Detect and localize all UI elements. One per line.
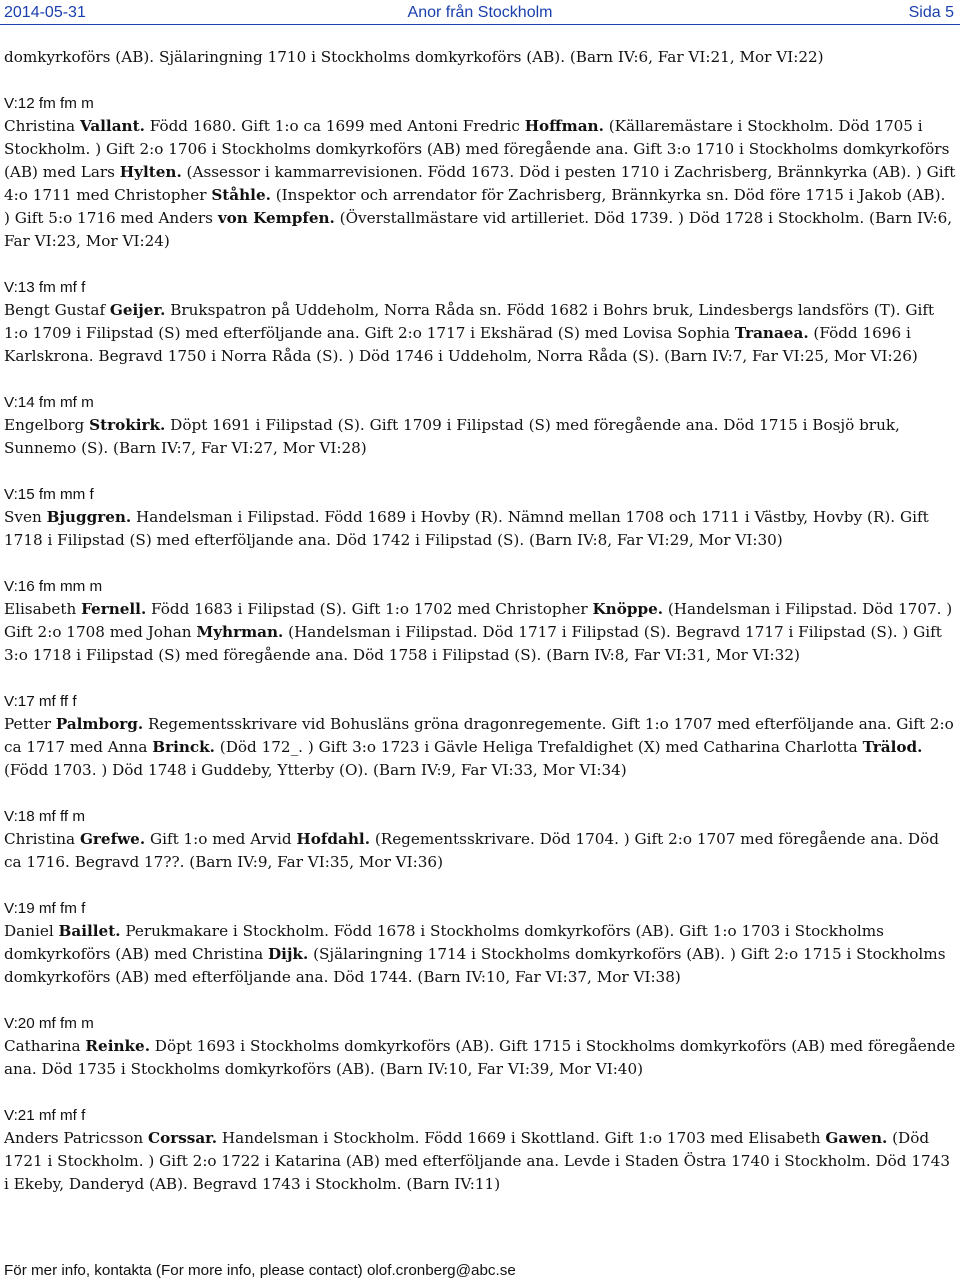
page-footer: För mer info, kontakta (For more info, please contact) olof.cronberg@abc.se xyxy=(4,1262,516,1279)
entry-id: V:19 mf fm f xyxy=(4,900,86,917)
surname: Brinck. xyxy=(152,738,215,756)
surname: Hylten. xyxy=(119,163,182,181)
header-date: 2014-05-31 xyxy=(4,4,86,21)
entry-text-segment: Christina xyxy=(4,830,80,848)
entry-text-segment: Bengt Gustaf xyxy=(4,301,110,319)
entry-text-segment: (Källaremästare i Stockholm. Död 1705 i Stockholm. ) Gift 2:o 1706 i Stockholms domkyrkoförs (AB) med föregående ana. Gift 3:o 1710 i Stockholms domkyrkoförs (AB) med Lars xyxy=(4,117,950,181)
entry-text-segment: (Handelsman i Filipstad. Död 1707. ) Gift 2:o 1708 med Johan xyxy=(4,600,953,641)
entry-text xyxy=(4,920,956,989)
surname: Gawen. xyxy=(825,1129,888,1147)
header-page-number: Sida 5 xyxy=(908,4,954,21)
entry-text-segment: Engelborg xyxy=(4,416,90,434)
surname: Vallant. xyxy=(79,117,145,135)
entry-id: V:12 fm fm m xyxy=(4,95,94,112)
surname: Grefwe. xyxy=(79,830,146,848)
surname: Bjuggren. xyxy=(46,508,132,526)
surname: Hoffman. xyxy=(524,117,604,135)
surname: Ståhle. xyxy=(211,186,271,204)
entry-text xyxy=(4,713,956,782)
entry-id: V:17 mf ff f xyxy=(4,693,77,710)
surname: Corssar. xyxy=(148,1129,218,1147)
surname: Hofdahl. xyxy=(296,830,370,848)
entry-text-segment: Sven xyxy=(4,508,47,526)
entry-id: V:18 mf ff m xyxy=(4,808,86,825)
entry-text-segment: Petter xyxy=(4,715,56,733)
surname: von Kempfen. xyxy=(217,209,335,227)
entry-text-segment: Brukspatron på Uddeholm, Norra Råda sn. Född 1682 i Bohrs bruk, Lindesbergs landsförs (T). Gift 1:o 1709 i Filipstad (S) med efterföljande ana. Gift 2:o 1717 i Ekshärad (S) med Lovisa Sophia xyxy=(4,301,935,342)
entry-text-segment: Christina xyxy=(4,117,80,135)
surname: Myhrman. xyxy=(196,623,284,641)
entry-text-segment: (Regementsskrivare. Död 1704. ) Gift 2:o 1707 med föregående ana. Död ca 1716. Begravd 17??. (Barn IV:9, Far VI:35, Mor VI:36) xyxy=(4,830,939,871)
entry-text-segment: (Död 1721 i Stockholm. ) Gift 2:o 1722 i Katarina (AB) med efterföljande ana. Levde i Staden Östra 1740 i Stockholm. Död 1743 i Ekeby, Danderyd (AB). Begravd 1743 i Stockholm. (Barn IV:11) xyxy=(4,1129,951,1193)
surname: Trälod. xyxy=(862,738,923,756)
entry-text-segment: (Assessor i kammarrevisionen. Född 1673. Död i pesten 1710 i Zachrisberg, Brännkyrka (AB). ) Gift 4:o 1711 med Christopher xyxy=(4,163,956,204)
surname: Baillet. xyxy=(58,922,121,940)
entry-text xyxy=(4,115,956,253)
header-title: Anor från Stockholm xyxy=(407,4,553,21)
entry-text-segment: Perukmakare i Stockholm. Född 1678 i Stockholms domkyrkoförs (AB). Gift 1:o 1703 i Stockholms domkyrkoförs (AB) med Christina xyxy=(4,922,884,963)
entry-text-segment: Catharina xyxy=(4,1037,86,1055)
document-body xyxy=(4,46,956,1196)
entry-text xyxy=(4,414,956,460)
entry-text xyxy=(4,598,956,667)
entry-id: V:13 fm mf f xyxy=(4,279,86,296)
entry-id: V:21 mf mf f xyxy=(4,1107,86,1124)
entry-text xyxy=(4,1035,956,1081)
page-header xyxy=(0,0,960,22)
entry-text-segment: (Död 172_. ) Gift 3:o 1723 i Gävle Heliga Trefaldighet (X) med Catharina Charlotta xyxy=(214,738,863,756)
entry-text xyxy=(4,1127,956,1196)
entry-text-segment: (Handelsman i Filipstad. Död 1717 i Filipstad (S). Begravd 1717 i Filipstad (S). ) Gift 3:o 1718 i Filipstad (S) med föregående ana. Död 1758 i Filipstad (S). (Barn IV:8, Far VI:31, Mor VI:32) xyxy=(4,623,942,664)
surname: Reinke. xyxy=(85,1037,150,1055)
entry-text-segment: (Inspektor och arrendator för Zachrisberg, Brännkyrka sn. Död före 1715 i Jakob (AB). ) Gift 5:o 1716 med Anders xyxy=(4,186,946,227)
entry-text-segment: (Född 1703. ) Död 1748 i Guddeby, Ytterby (O). (Barn IV:9, Far VI:33, Mor VI:34) xyxy=(4,761,627,779)
entry-text-segment: Döpt 1693 i Stockholms domkyrkoförs (AB). Gift 1715 i Stockholms domkyrkoförs (AB) med föregående ana. Död 1735 i Stockholms domkyrkoförs (AB). (Barn IV:10, Far VI:39, Mor VI:40) xyxy=(4,1037,956,1078)
entry-text-segment: Född 1680. Gift 1:o ca 1699 med Antoni Fredric xyxy=(144,117,525,135)
surname: Tranaea. xyxy=(734,324,809,342)
intro-paragraph: domkyrkoförs (AB). Själaringning 1710 i Stockholms domkyrkoförs (AB). (Barn IV:6, Far VI:21, Mor VI:22) xyxy=(4,48,824,66)
entry-list xyxy=(4,92,956,1196)
surname: Dijk. xyxy=(268,945,309,963)
surname: Strokirk. xyxy=(89,416,166,434)
entry-text xyxy=(4,299,956,368)
entry-text xyxy=(4,828,956,874)
entry-text xyxy=(4,506,956,552)
surname: Fernell. xyxy=(81,600,147,618)
surname: Knöppe. xyxy=(592,600,664,618)
entry-id: V:15 fm mm f xyxy=(4,486,94,503)
entry-id: V:14 fm mf m xyxy=(4,394,94,411)
entry-text-segment: Gift 1:o med Arvid xyxy=(145,830,297,848)
surname: Palmborg. xyxy=(55,715,144,733)
entry-text-segment: (Överstallmästare vid artilleriet. Död 1739. ) Död 1728 i Stockholm. (Barn IV:6, Far VI:23, Mor VI:24) xyxy=(4,209,953,250)
entry-text-segment: Handelsman i Filipstad. Född 1689 i Hovby (R). Nämnd mellan 1708 och 1711 i Västby, Hovby (R). Gift 1718 i Filipstad (S) med efterföljande ana. Död 1742 i Filipstad (S). (Barn IV:8, Far VI:29, Mor VI:30) xyxy=(4,508,929,549)
entry-id: V:20 mf fm m xyxy=(4,1015,94,1032)
entry-text-segment: Född 1683 i Filipstad (S). Gift 1:o 1702 med Christopher xyxy=(146,600,593,618)
entry-text-segment: (Själaringning 1714 i Stockholms domkyrkoförs (AB). ) Gift 2:o 1715 i Stockholms domkyrkoförs (AB) med efterföljande ana. Död 1744. (Barn IV:10, Far VI:37, Mor VI:38) xyxy=(4,945,946,986)
entry-text-segment: Handelsman i Stockholm. Född 1669 i Skottland. Gift 1:o 1703 med Elisabeth xyxy=(217,1129,826,1147)
entry-text-segment: Daniel xyxy=(4,922,59,940)
entry-text-segment: Elisabeth xyxy=(4,600,82,618)
surname: Geijer. xyxy=(109,301,166,319)
entry-id: V:16 fm mm m xyxy=(4,578,103,595)
header-rule xyxy=(0,24,960,25)
entry-text-segment: Döpt 1691 i Filipstad (S). Gift 1709 i Filipstad (S) med föregående ana. Död 1715 i Bosjö bruk, Sunnemo (S). (Barn IV:7, Far VI:27, Mor VI:28) xyxy=(4,416,900,457)
entry-text-segment: Regementsskrivare vid Bohusläns gröna dragonregemente. Gift 1:o 1707 med efterföljande ana. Gift 2:o ca 1717 med Anna xyxy=(4,715,954,756)
entry-text-segment: (Född 1696 i Karlskrona. Begravd 1750 i Norra Råda (S). ) Död 1746 i Uddeholm, Norra Råda (S). (Barn IV:7, Far VI:25, Mor VI:26) xyxy=(4,324,918,365)
entry-text-segment: Anders Patricsson xyxy=(4,1129,148,1147)
